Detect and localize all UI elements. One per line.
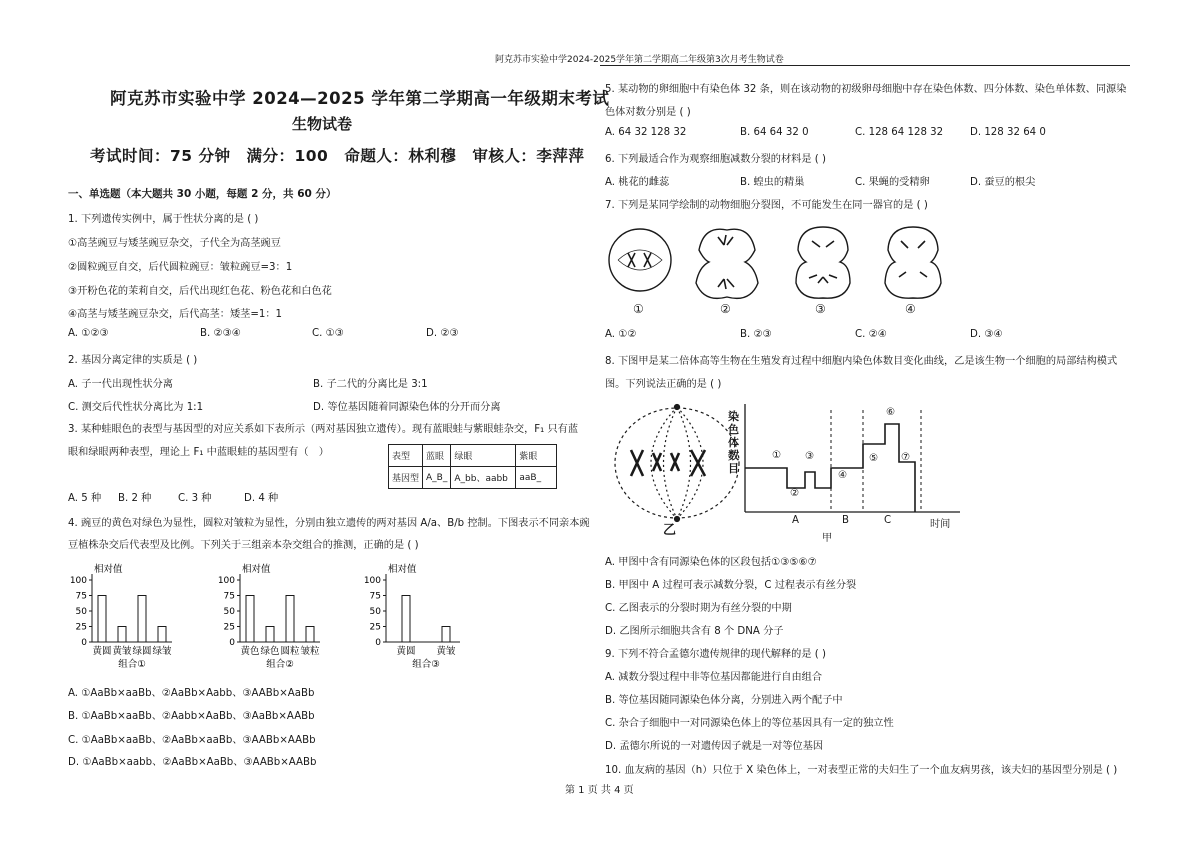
bar	[306, 627, 314, 643]
q6-option-a: A. 桃花的雌蕊	[605, 177, 670, 188]
category-label: 黄皱	[436, 646, 456, 657]
q3-option-c: C. 3 种	[178, 493, 212, 504]
y-tick-label: 50	[75, 607, 87, 617]
q7-option-b: B. ②③	[740, 329, 772, 340]
category-label: 黄皱	[112, 646, 132, 657]
y-tick-label: 50	[369, 607, 381, 617]
y-tick-label: 25	[223, 622, 235, 633]
exam-subtitle: 生物试卷	[292, 115, 353, 133]
stage-label-c: C	[884, 515, 892, 526]
q1-option-b: B. ②③④	[200, 328, 241, 339]
curve-marker-5: ⑤	[869, 453, 879, 464]
q1-option-c: C. ①③	[312, 328, 344, 339]
y-tick-label: 100	[217, 576, 235, 586]
category-label: 绿圆	[132, 646, 152, 657]
y-axis-label: 相对值	[388, 564, 417, 575]
q1-item: ④高茎与矮茎豌豆杂交，后代高茎：矮茎=1：1	[68, 309, 283, 320]
q4-option-a: A. ①AaBb×aaBb、②AaBb×Aabb、③AABb×AaBb	[68, 688, 315, 699]
category-label: 皱粒	[300, 646, 320, 657]
q4-option-d: D. ①AaBb×aabb、②AaBb×AaBb、③AABb×AABb	[68, 757, 317, 768]
y-tick-label: 25	[369, 622, 381, 633]
q6-option-c: C. 果蝇的受精卵	[855, 177, 930, 188]
q8-line1: 8. 下图甲是某二倍体高等生物在生殖发育过程中细胞内染色体数目变化曲线，乙是该生物一个细胞的局部结构模式	[605, 356, 1118, 367]
q10-stem: 10. 血友病的基因（h）只位于 X 染色体上，一对表型正常的夫妇生了一个血友病男孩，该夫妇的基因型分别是 ( )	[605, 765, 1118, 776]
q6-stem: 6. 下列最适合作为观察细胞减数分裂的材料是 ( )	[605, 154, 826, 165]
stage-label-b: B	[842, 515, 849, 526]
q5-option-c: C. 128 64 128 32	[855, 127, 944, 138]
genotype-table	[388, 444, 557, 489]
q4-option-b: B. ①AaBb×aaBb、②Aabb×AaBb、③AaBb×AABb	[68, 711, 315, 722]
table-cell: aaB_	[516, 467, 557, 489]
q1-stem: 1. 下列遗传实例中，属于性状分离的是 ( )	[68, 214, 259, 225]
y-tick-label: 25	[75, 622, 87, 633]
q3-line1: 3. 某种蛙眼色的表型与基因型的对应关系如下表所示（两对基因独立遗传）。现有蓝眼蛙与紫眼蛙杂交，F₁ 只有蓝	[68, 424, 579, 435]
q1-item: ②圆粒豌豆自交，后代圆粒豌豆：皱粒豌豆=3：1	[68, 262, 293, 273]
q2-option-d: D. 等位基因随着同源染色体的分开而分离	[313, 402, 501, 413]
bar-chart-2	[218, 563, 320, 670]
q4-bar-charts	[60, 562, 460, 672]
q1-option-a: A. ①②③	[68, 328, 109, 339]
stage-label-a: A	[792, 515, 799, 526]
q7-stem: 7. 下列是某同学绘制的动物细胞分裂图，不可能发生在同一器官的是 ( )	[605, 200, 928, 211]
table-cell: 蓝眼	[423, 445, 451, 467]
cell-label-3: ③	[815, 302, 826, 316]
bar-chart-1	[70, 563, 172, 670]
q9-option-a: A. 减数分裂过程中非等位基因都能进行自由组合	[605, 672, 823, 683]
table-cell: 绿眼	[451, 445, 516, 467]
cell-label-4: ④	[905, 302, 916, 316]
q7-option-a: A. ①②	[605, 329, 637, 340]
y-tick-label: 75	[223, 591, 235, 602]
curve-marker-6: ⑥	[886, 407, 896, 418]
curve-x-label: 时间	[930, 519, 951, 530]
q1-item: ③开粉色花的茉莉自交，后代出现红色花、粉色花和白色花	[68, 286, 332, 297]
q7-option-c: C. ②④	[855, 329, 887, 340]
category-label: 圆粒	[280, 646, 300, 657]
chart-caption: 组合②	[266, 659, 294, 670]
table-cell: A_bb、aabb	[451, 467, 516, 489]
q2-option-c: C. 测交后代性状分离比为 1:1	[68, 402, 204, 413]
bar	[266, 627, 274, 643]
q2-option-a: A. 子一代出现性状分离	[68, 379, 173, 390]
y-axis-label: 相对值	[94, 564, 123, 575]
y-tick-label: 50	[223, 607, 235, 617]
curve-marker-7: ⑦	[901, 452, 911, 463]
q9-option-d: D. 孟德尔所说的一对遗传因子就是一对等位基因	[605, 741, 824, 752]
q5-option-a: A. 64 32 128 32	[605, 127, 687, 138]
q4-option-c: C. ①AaBb×aaBb、②AaBb×aaBb、③AABb×AABb	[68, 735, 316, 746]
q5-line2: 色体对数分别是 ( )	[605, 107, 691, 118]
q1-item: ①高茎豌豆与矮茎豌豆杂交，子代全为高茎豌豆	[68, 238, 281, 249]
table-cell: 表型	[389, 445, 423, 467]
curve-marker-2: ②	[790, 488, 800, 499]
q9-option-c: C. 杂合子细胞中一对同源染色体上的等位基因具有一定的独立性	[605, 718, 894, 729]
chart-caption: 组合③	[412, 659, 440, 670]
bar	[138, 596, 146, 643]
q7-option-d: D. ③④	[970, 329, 1003, 340]
bar	[118, 627, 126, 643]
curve-marker-1: ①	[772, 450, 782, 461]
q6-option-d: D. 蚕豆的根尖	[970, 177, 1036, 188]
q3-option-d: D. 4 种	[244, 493, 279, 504]
bar	[442, 627, 450, 643]
y-tick-label: 75	[75, 591, 87, 602]
q6-option-b: B. 蝗虫的精巢	[740, 177, 805, 188]
q3-option-b: B. 2 种	[118, 493, 152, 504]
q5-option-d: D. 128 32 64 0	[970, 127, 1046, 138]
curve-marker-3: ③	[805, 451, 815, 462]
y-tick-label: 0	[375, 638, 381, 648]
q3-line2: 眼和绿眼两种表型，理论上 F₁ 中蓝眼蛙的基因型有（ ）	[68, 447, 329, 458]
category-label: 黄色	[240, 646, 260, 657]
category-label: 绿色	[260, 646, 280, 657]
cell-diagram-3	[796, 227, 850, 298]
bar	[286, 596, 294, 643]
curve-marker-4: ④	[838, 470, 848, 481]
section-heading: 一、单选题（本大题共 30 小题，每题 2 分，共 60 分）	[68, 188, 337, 200]
q4-line1: 4. 豌豆的黄色对绿色为显性，圆粒对皱粒为显性，分别由独立遗传的两对基因 A/a、B/b 控制。下图表示不同亲本豌	[68, 518, 590, 529]
bar-chart-3	[364, 563, 460, 670]
header-rule	[600, 65, 1130, 66]
q8-option-a: A. 甲图中含有同源染色体的区段包括①③⑤⑥⑦	[605, 557, 817, 568]
page-footer: 第 1 页 共 4 页	[565, 785, 634, 796]
cell-label-1: ①	[633, 302, 644, 316]
table-cell: 基因型	[389, 467, 423, 489]
q5-option-b: B. 64 64 32 0	[740, 127, 809, 138]
y-tick-label: 0	[229, 638, 235, 648]
q2-stem: 2. 基因分离定律的实质是 ( )	[68, 355, 198, 366]
q9-option-b: B. 等位基因随同源染色体分离，分别进入两个配子中	[605, 695, 843, 706]
running-header: 阿克苏市实验中学2024-2025学年第二学期高二年级第3次月考生物试卷	[495, 55, 784, 65]
cell-diagram-4	[885, 227, 941, 298]
y-tick-label: 100	[69, 576, 87, 586]
q8-option-b: B. 甲图中 A 过程可表示减数分裂，C 过程表示有丝分裂	[605, 580, 857, 591]
chart-caption: 组合①	[118, 659, 146, 670]
exam-info: 考试时间：75 分钟 满分：100 命题人：林利穆 审核人：李萍萍	[90, 147, 585, 165]
category-label: 黄圆	[396, 646, 416, 657]
y-tick-label: 75	[369, 591, 381, 602]
y-axis-label: 相对值	[242, 564, 271, 575]
q5-line1: 5. 某动物的卵细胞中有染色体 32 条，则在该动物的初级卵母细胞中存在染色体数、四分体数、染色单体数、同源染	[605, 84, 1127, 95]
q8-option-c: C. 乙图表示的分裂时期为有丝分裂的中期	[605, 603, 792, 614]
figure-label-b: 乙	[663, 523, 677, 538]
bar	[158, 627, 166, 643]
figure-label-a: 甲	[822, 533, 833, 544]
bar	[98, 596, 106, 643]
cell-label-2: ②	[720, 302, 731, 316]
bar	[402, 596, 410, 643]
y-tick-label: 0	[81, 638, 87, 648]
q1-option-d: D. ②③	[426, 328, 459, 339]
table-cell: A_B_	[423, 467, 451, 489]
cell-diagram-2	[696, 229, 758, 298]
q8-line2: 图。下列说法正确的是 ( )	[605, 379, 722, 390]
q8-option-d: D. 乙图所示细胞共含有 8 个 DNA 分子	[605, 626, 784, 637]
bar	[246, 596, 254, 643]
table-cell: 紫眼	[516, 445, 557, 467]
chromosome-number-curve	[735, 400, 975, 530]
exam-title: 阿克苏市实验中学 2024—2025 学年第二学期高一年级期末考试	[110, 89, 610, 108]
q3-option-a: A. 5 种	[68, 493, 102, 504]
category-label: 黄圆	[92, 646, 112, 657]
q4-line2: 豆植株杂交后代表型及比例。下列关于三组亲本杂交组合的推测，正确的是 ( )	[68, 540, 419, 551]
q2-option-b: B. 子二代的分离比是 3:1	[313, 379, 428, 390]
y-tick-label: 100	[363, 576, 381, 586]
curve-y-label: 染色体数目	[728, 410, 739, 475]
category-label: 绿皱	[152, 646, 172, 657]
q9-stem: 9. 下列不符合孟德尔遗传规律的现代解释的是 ( )	[605, 649, 826, 660]
